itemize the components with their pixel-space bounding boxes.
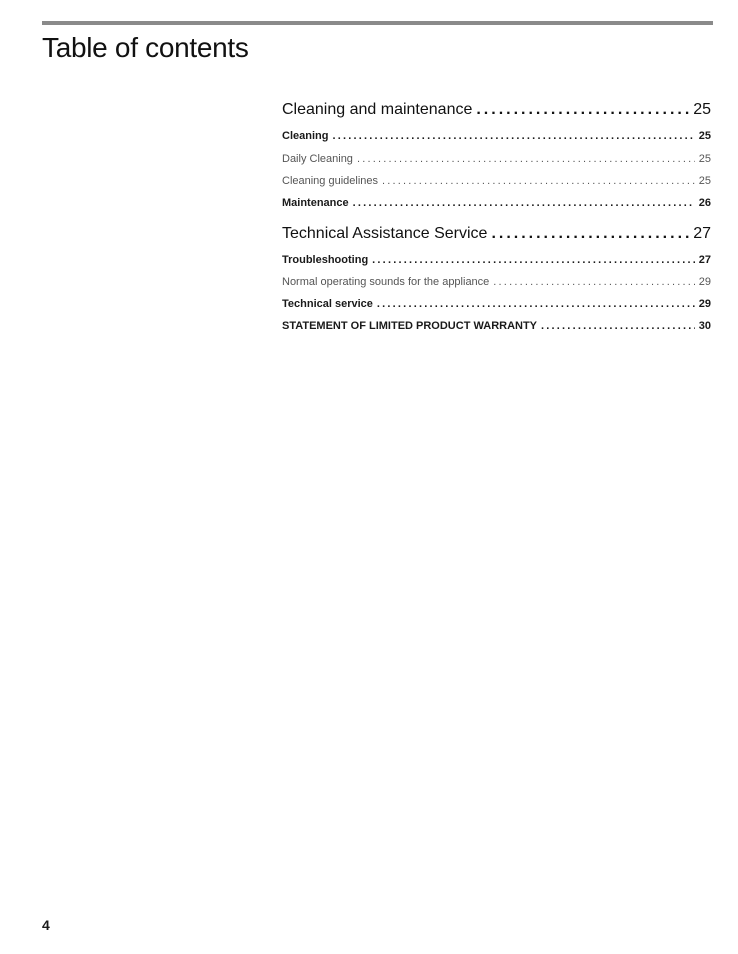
toc-entry-page: 29 xyxy=(698,298,711,310)
dot-leader xyxy=(372,254,695,266)
toc-entry-label: Normal operating sounds for the appliance xyxy=(282,276,490,288)
dot-leader xyxy=(476,101,689,119)
toc-entry-maintenance[interactable] xyxy=(282,197,711,209)
dot-leader xyxy=(382,175,695,187)
dot-leader xyxy=(493,276,694,288)
toc-entry-page: 27 xyxy=(698,254,711,266)
dot-leader xyxy=(357,153,695,165)
dot-leader xyxy=(377,298,695,310)
toc-entry-label: Technical service xyxy=(282,298,373,310)
toc-entry-label: Technical Assistance Service xyxy=(282,225,488,242)
toc-entry-label: STATEMENT OF LIMITED PRODUCT WARRANTY xyxy=(282,320,538,332)
toc-entry-page: 25 xyxy=(698,153,711,165)
toc-entry-normal-operating-sounds[interactable] xyxy=(282,276,711,288)
toc-entry-label: Cleaning guidelines xyxy=(282,175,379,187)
toc-entry-page: 25 xyxy=(693,101,711,118)
toc-entry-label: Cleaning xyxy=(282,130,329,142)
page-number: 4 xyxy=(42,917,50,933)
dot-leader xyxy=(491,225,689,243)
toc-entry-cleaning-and-maintenance[interactable] xyxy=(282,101,711,119)
toc-entry-label: Maintenance xyxy=(282,197,349,209)
dot-leader xyxy=(541,320,695,332)
toc-entry-page: 27 xyxy=(693,225,711,242)
top-rule xyxy=(42,21,713,25)
toc-entry-label: Cleaning and maintenance xyxy=(282,101,473,118)
dot-leader xyxy=(353,197,695,209)
toc-entry-label: Troubleshooting xyxy=(282,254,369,266)
toc-entry-technical-service[interactable] xyxy=(282,298,711,310)
page-title: Table of contents xyxy=(42,32,249,63)
toc-entry-limited-product-warranty[interactable] xyxy=(282,320,711,332)
toc-entry-cleaning-guidelines[interactable] xyxy=(282,175,711,187)
toc-entry-page: 29 xyxy=(698,276,711,288)
toc-entry-page: 26 xyxy=(698,197,711,209)
toc-entry-cleaning[interactable] xyxy=(282,130,711,142)
toc-entry-label: Daily Cleaning xyxy=(282,153,353,165)
toc-entry-page: 25 xyxy=(698,175,711,187)
toc-entry-daily-cleaning[interactable] xyxy=(282,153,711,165)
toc-entry-page: 25 xyxy=(698,130,711,142)
toc-entry-technical-assistance-service[interactable] xyxy=(282,225,711,243)
dot-leader xyxy=(332,130,694,142)
toc-entry-troubleshooting[interactable] xyxy=(282,254,711,266)
toc-entry-page: 30 xyxy=(698,320,711,332)
